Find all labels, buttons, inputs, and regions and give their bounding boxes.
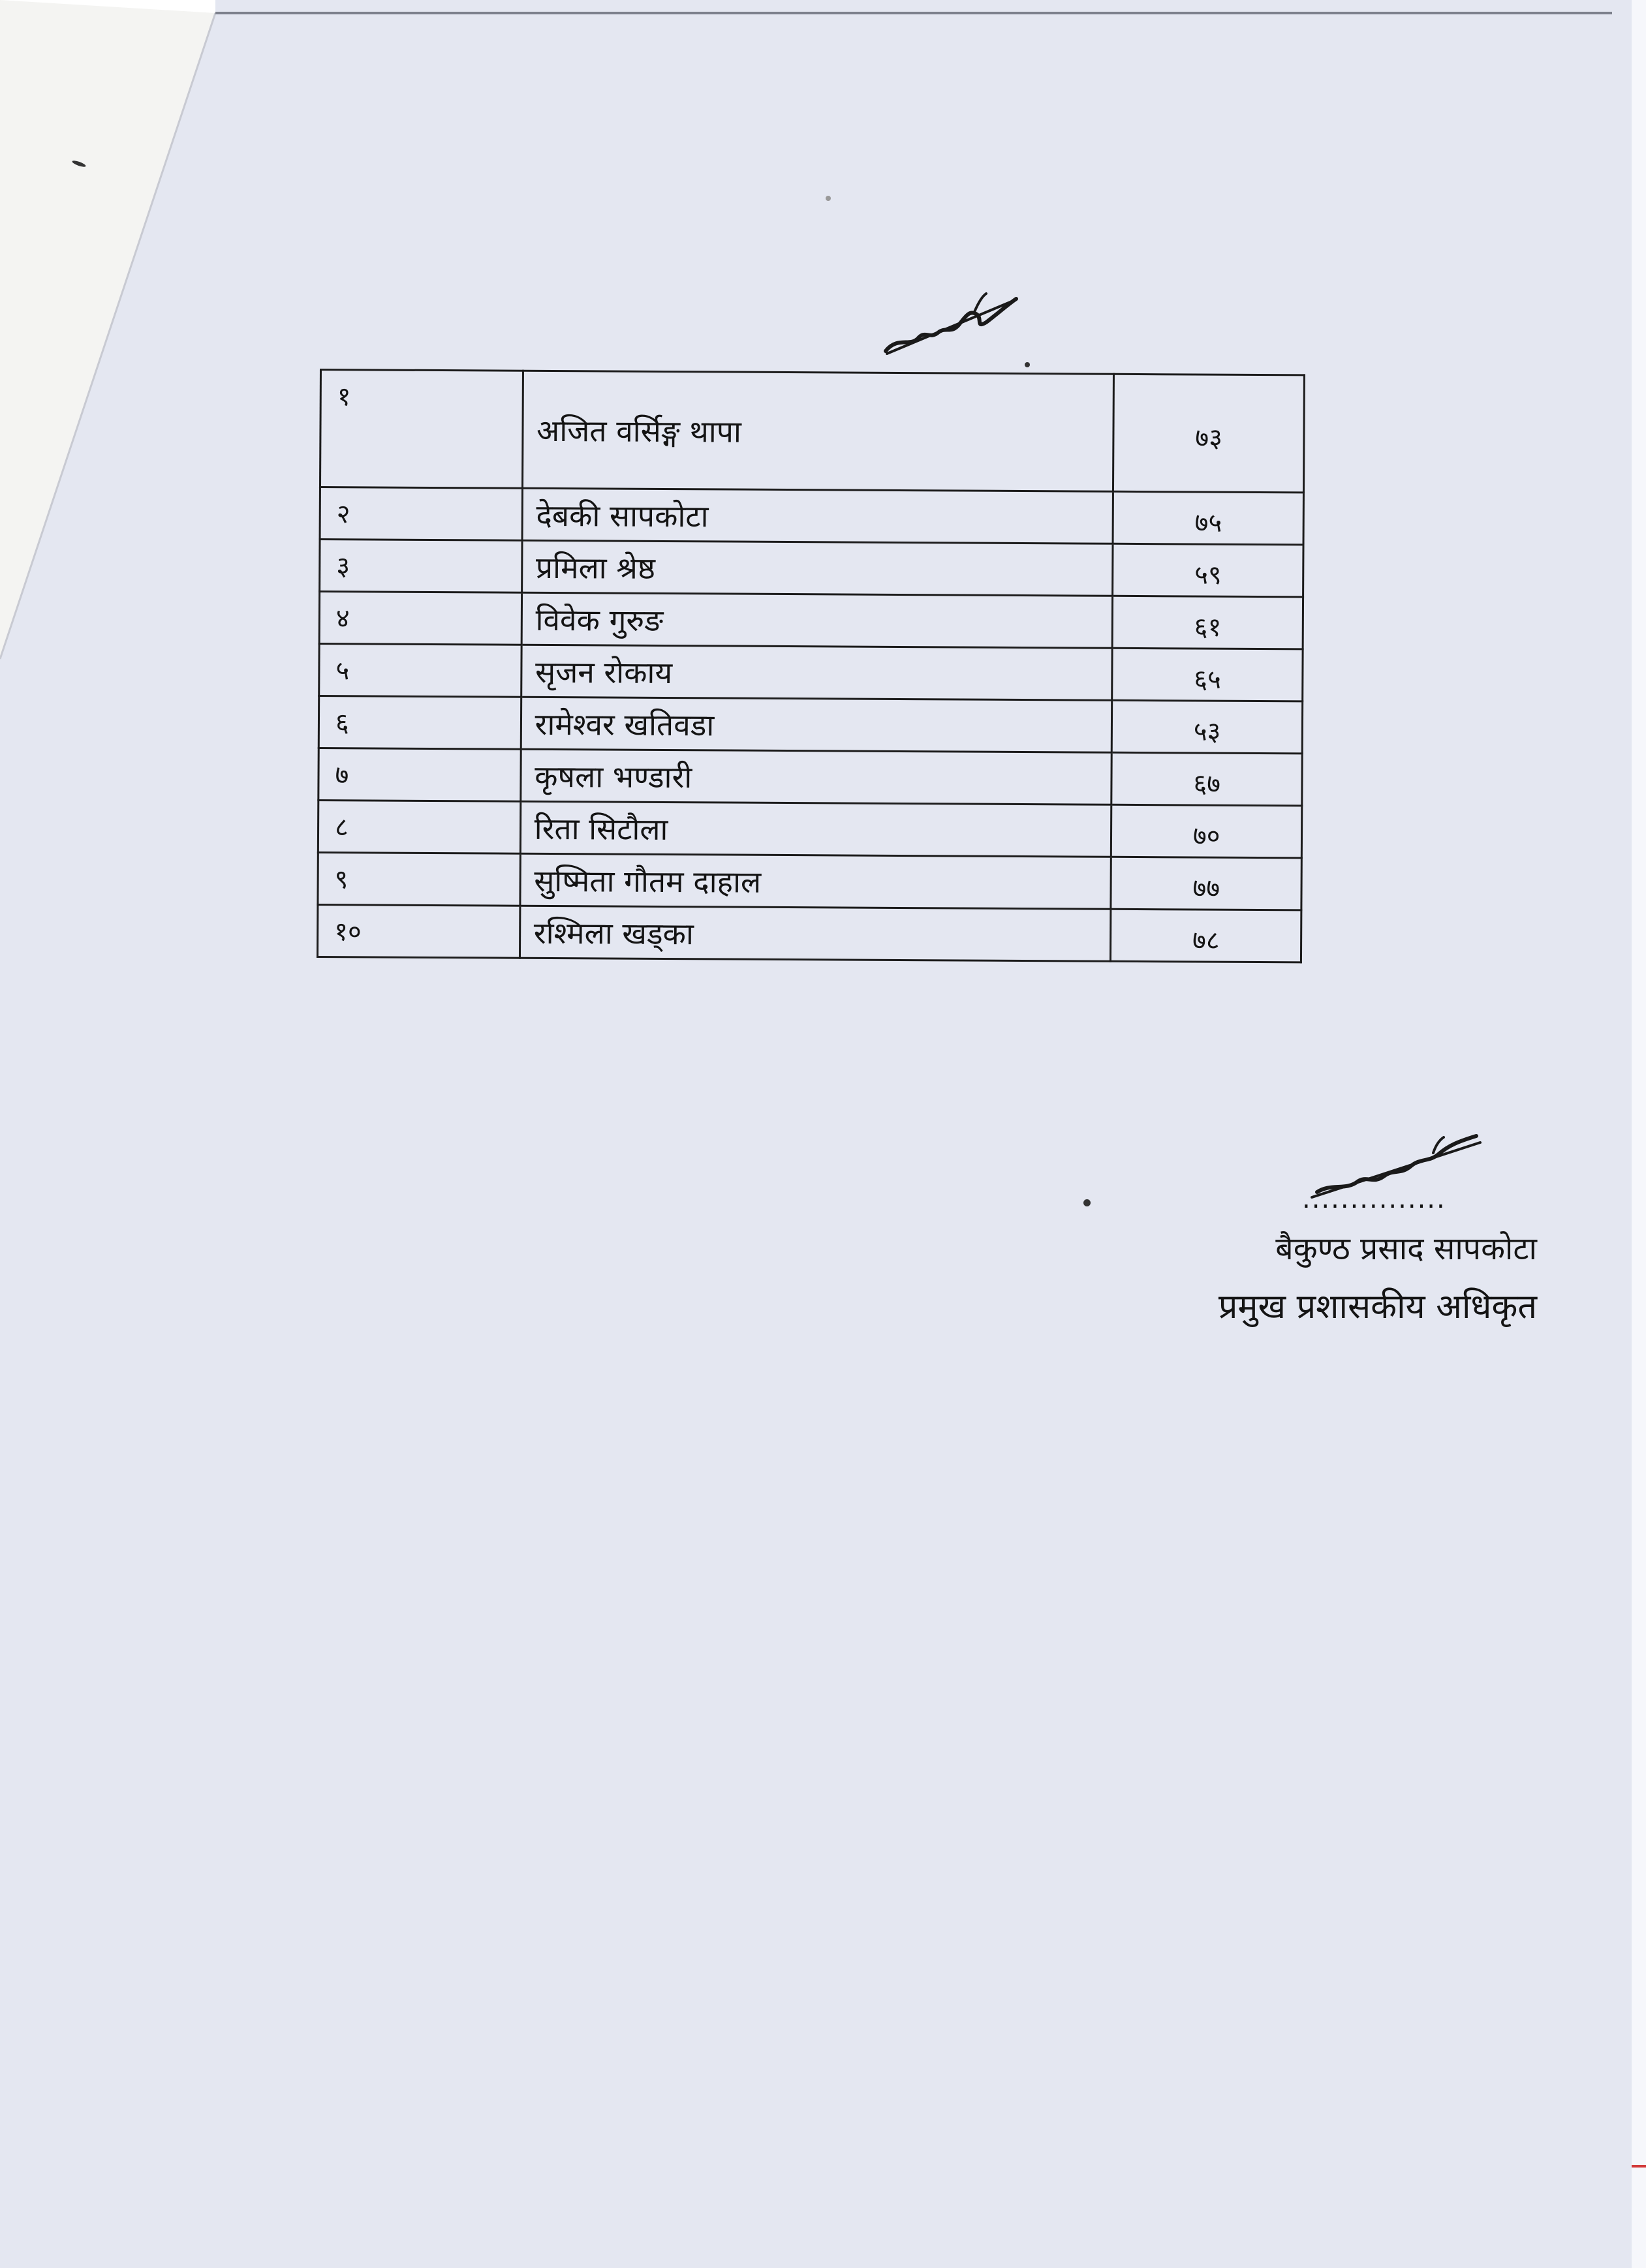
name-cell: कृषला भण्डारी — [520, 749, 1111, 805]
name-cell: रामेश्वर खतिवडा — [521, 697, 1112, 752]
score-cell: ७३ — [1113, 374, 1305, 493]
score-cell: ७८ — [1111, 909, 1301, 962]
edge-red-mark — [1632, 2165, 1646, 2168]
table-row — [317, 904, 1301, 962]
serial-number-cell: २ — [320, 487, 522, 541]
name-cell: रश्मिला खड्का — [520, 906, 1111, 961]
name-cell: देबकी सापकोटा — [522, 488, 1113, 544]
marks-table — [317, 369, 1305, 963]
paper-right-edge — [1632, 0, 1646, 2268]
serial-number-cell: ९ — [318, 852, 520, 906]
score-cell: ६५ — [1112, 648, 1303, 701]
table-row — [318, 748, 1302, 805]
table-row — [318, 852, 1301, 910]
table-row — [320, 487, 1303, 545]
score-cell: ५९ — [1113, 544, 1303, 597]
table-row — [320, 370, 1304, 493]
name-cell: रिता सिटौला — [520, 801, 1111, 857]
serial-number-cell: ८ — [318, 800, 520, 853]
serial-number-cell: ६ — [318, 696, 521, 750]
signature-dotted-line: ............... — [1302, 1184, 1446, 1214]
name-cell: सुष्मिता गौतम दाहाल — [520, 853, 1111, 909]
table-row — [318, 696, 1302, 754]
serial-number-cell: ७ — [318, 748, 521, 801]
name-cell: अजित वर्सिङ्ग थापा — [522, 371, 1114, 491]
table-row — [319, 592, 1303, 649]
name-cell: सृजन रोकाय — [521, 645, 1112, 700]
serial-number-cell: १० — [317, 904, 520, 958]
scan-speck — [1083, 1199, 1091, 1206]
signatory-title: प्रमुख प्रशासकीय अधिकृत — [1218, 1287, 1537, 1326]
table-row — [319, 644, 1303, 701]
table-row — [320, 540, 1303, 597]
score-cell: ७० — [1111, 805, 1302, 858]
serial-number-cell: ३ — [320, 540, 522, 593]
score-cell: ५३ — [1112, 700, 1303, 754]
score-cell: ६७ — [1111, 752, 1302, 806]
serial-number-cell: ४ — [319, 592, 521, 645]
score-cell: ६१ — [1113, 596, 1303, 649]
serial-number-cell: ५ — [319, 644, 521, 697]
name-cell: प्रमिला श्रेष्ठ — [521, 540, 1113, 596]
score-cell: ७७ — [1111, 857, 1301, 910]
name-cell: विवेक गुरुङ — [521, 592, 1113, 648]
paper-top-edge — [215, 12, 1612, 14]
serial-number-cell: १ — [320, 370, 523, 489]
scan-speck — [826, 196, 831, 201]
signature-top — [878, 274, 1028, 365]
table-row — [318, 800, 1301, 857]
score-cell: ७५ — [1113, 491, 1303, 545]
signatory-name: बैकुण्ठ प्रसाद सापकोटा — [1275, 1231, 1537, 1267]
